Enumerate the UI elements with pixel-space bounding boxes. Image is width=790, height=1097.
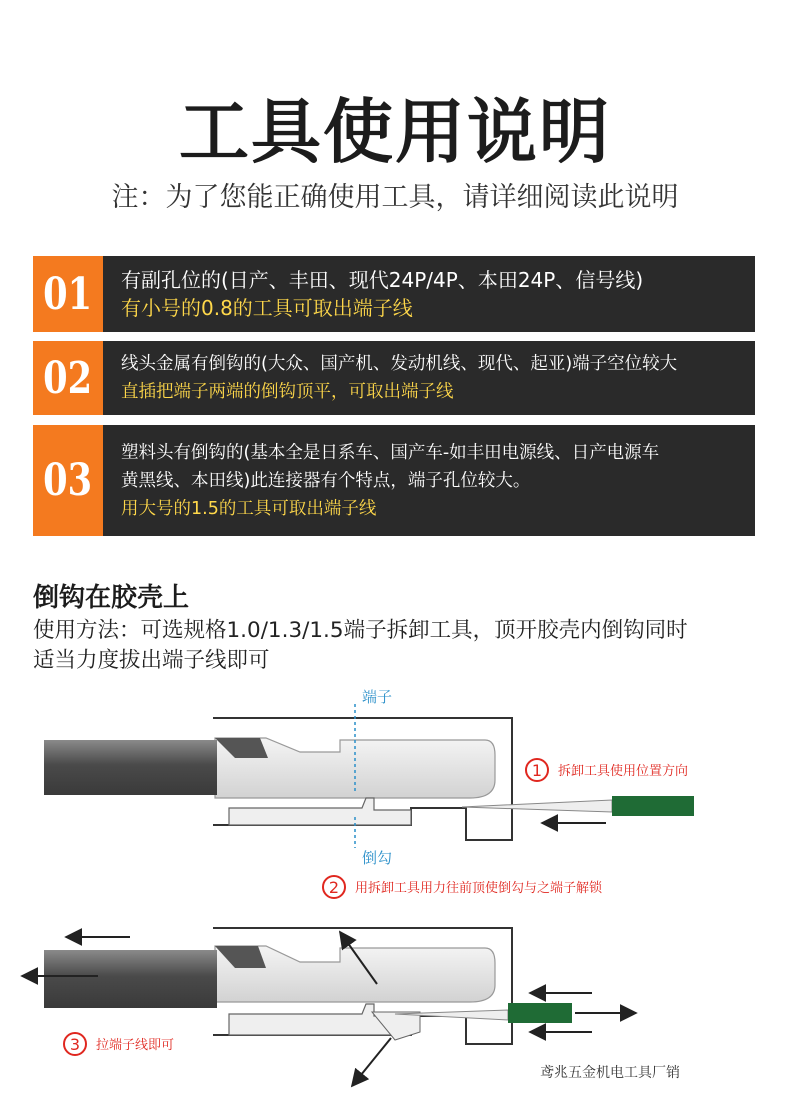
- step-3: [64, 1033, 174, 1055]
- card-line-highlight: 直插把端子两端的倒钩顶平，可取出端子线: [121, 382, 454, 402]
- step-3-text: 拉端子线即可: [96, 1038, 175, 1053]
- instruction-card-03: [33, 425, 755, 536]
- section-body-line: 使用方法：可选规格1.0/1.3/1.5端子拆卸工具，顶开胶壳内倒钩同时: [33, 618, 688, 643]
- svg-text:1: 1: [531, 761, 543, 780]
- step-2: [323, 876, 603, 898]
- card-line-highlight: 用大号的1.5的工具可取出端子线: [121, 498, 377, 519]
- section-body-line: 适当力度拔出端子线即可: [33, 648, 270, 673]
- svg-text:3: 3: [69, 1035, 81, 1054]
- step-1-text: 拆卸工具使用位置方向: [558, 764, 689, 779]
- barb-label: 倒勾: [362, 849, 393, 867]
- wire: [44, 950, 217, 1008]
- card-number-badge: 02: [33, 341, 103, 415]
- section-body: [33, 616, 773, 676]
- step-2-text: 用拆卸工具用力往前顶使倒勾与之端子解锁: [355, 881, 603, 896]
- svg-text:2: 2: [328, 878, 340, 897]
- page-title: 工具使用说明: [179, 91, 611, 173]
- card-number-badge: 03: [33, 425, 103, 536]
- page-subtitle: 注：为了您能正确使用工具，请详细阅读此说明: [111, 182, 679, 213]
- instruction-card-02: [33, 341, 755, 415]
- section-title: 倒钩在胶壳上: [33, 583, 190, 613]
- card-line: 有副孔位的(日产、丰田、现代24P/4P、本田24P、信号线): [121, 268, 644, 292]
- card-number-badge: 01: [33, 256, 103, 332]
- card-line: 黄黑线、本田线)此连接器有个特点，端子孔位较大。: [121, 470, 531, 491]
- watermark: 鸢兆五金机电工具厂销: [540, 1065, 680, 1081]
- step-1: [526, 759, 688, 781]
- instruction-card-01: [33, 256, 755, 332]
- removal-tool: [508, 1003, 572, 1023]
- removal-tool: [612, 796, 694, 816]
- card-line: 线头金属有倒钩的(大众、国产机、发动机线、现代、起亚)端子空位较大: [121, 354, 678, 374]
- terminal-label: 端子: [362, 688, 393, 706]
- card-line: 塑料头有倒钩的(基本全是日系车、国产车-如丰田电源线、日产电源车: [121, 442, 660, 463]
- connector-diagram: [0, 680, 790, 1097]
- wire: [44, 740, 217, 795]
- card-line-highlight: 有小号的0.8的工具可取出端子线: [121, 296, 413, 320]
